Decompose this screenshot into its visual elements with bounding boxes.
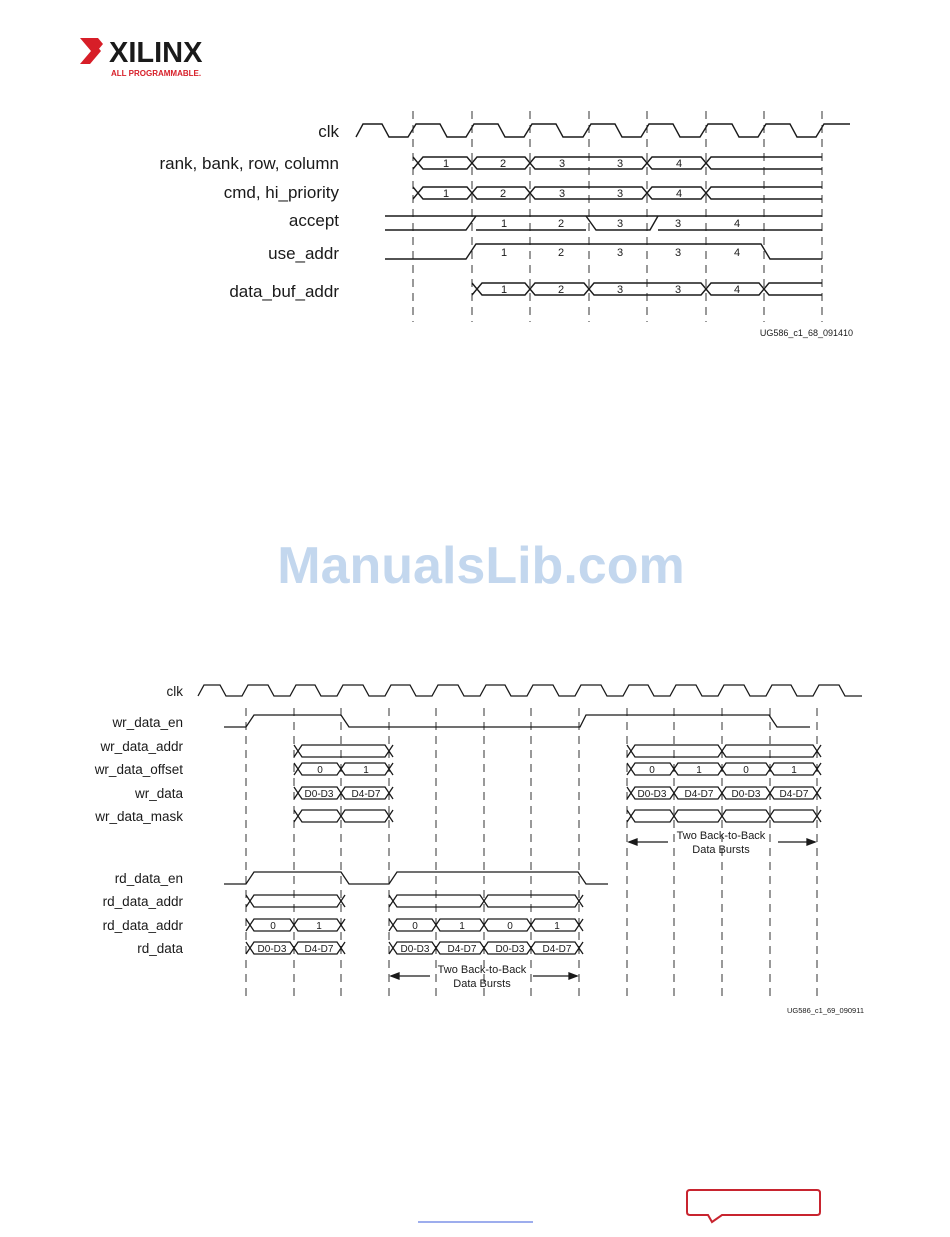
xilinx-logo — [80, 37, 203, 78]
bus-value: 0 — [649, 765, 655, 776]
bus-value: 2 — [499, 188, 507, 200]
bus-value: 1 — [500, 218, 508, 230]
bus-value: 4 — [733, 218, 741, 230]
bus-value: 3 — [558, 188, 566, 200]
bus-value: 1 — [363, 765, 369, 776]
signal-label-rd-data: rd_data — [137, 941, 183, 956]
signal-label-accept: accept — [288, 211, 339, 230]
signal-label-rd-data-en: rd_data_en — [114, 871, 183, 886]
bus-value: 4 — [733, 284, 741, 296]
bus-value: 3 — [558, 158, 566, 170]
signal-label-wr-data-mask: wr_data_mask — [95, 809, 183, 824]
signal-label-rank-bank-row-column: rank, bank, row, column — [159, 154, 339, 173]
bus-value: 3 — [616, 284, 624, 296]
waveform-wr-data-mask — [294, 810, 821, 822]
timing-diagram-2 — [94, 684, 864, 1015]
bus-value: D4-D7 — [304, 944, 334, 955]
bus-value: 2 — [557, 284, 565, 296]
waveform-wr-data-addr — [294, 745, 821, 757]
signal-label-rd-data-addr-2: rd_data_addr — [102, 918, 183, 933]
signal-label-wr-data-offset: wr_data_offset — [94, 762, 183, 777]
waveform-clk — [356, 124, 850, 137]
waveform-wr-data-offset — [294, 763, 821, 775]
bus-value: D4-D7 — [447, 944, 477, 955]
bus-value: 0 — [507, 921, 513, 932]
bus-value: 3 — [616, 158, 624, 170]
bus-value: 1 — [442, 188, 450, 200]
bus-value: D0-D3 — [304, 789, 334, 800]
signal-label-wr-data-addr: wr_data_addr — [100, 739, 183, 754]
annotation-write-line-1: Two Back-to-Back — [676, 830, 766, 842]
signal-label-cmd-hi-priority: cmd, hi_priority — [223, 183, 339, 202]
bus-value: 3 — [616, 247, 624, 259]
annotation-write-line-2: Data Bursts — [692, 844, 750, 856]
bus-value: 2 — [557, 247, 565, 259]
bus-value: 3 — [616, 188, 624, 200]
waveform-clk-2 — [198, 685, 862, 696]
waveform-rd-data-addr — [246, 895, 583, 907]
bus-value: D4-D7 — [779, 789, 809, 800]
timing-diagram-1 — [159, 111, 853, 338]
bus-value: 3 — [674, 284, 682, 296]
bus-value: D4-D7 — [542, 944, 572, 955]
bus-value: 2 — [557, 218, 565, 230]
bus-value: 4 — [675, 158, 683, 170]
bus-value: 2 — [499, 158, 507, 170]
bus-value: 0 — [270, 921, 276, 932]
bus-value: D4-D7 — [351, 789, 381, 800]
bus-value: 1 — [500, 247, 508, 259]
signal-label-wr-data: wr_data — [134, 786, 183, 801]
bus-value: 1 — [791, 765, 797, 776]
bus-value: 1 — [696, 765, 702, 776]
signal-label-clk: clk — [166, 684, 183, 699]
annotation-read-line-1: Two Back-to-Back — [437, 964, 527, 976]
bus-value: 4 — [733, 247, 741, 259]
logo-text: XILINX — [109, 37, 203, 69]
bus-value: 3 — [616, 218, 624, 230]
signal-label-use-addr: use_addr — [268, 244, 339, 263]
bus-value: 0 — [743, 765, 749, 776]
bus-value: 4 — [675, 188, 683, 200]
bus-value: D0-D3 — [731, 789, 761, 800]
annotation-read-line-2: Data Bursts — [453, 978, 511, 990]
signal-label-wr-data-en: wr_data_en — [112, 715, 183, 730]
waveform-rd-data-en — [224, 872, 608, 884]
bus-value: D0-D3 — [495, 944, 525, 955]
waveform-use-addr — [385, 244, 822, 259]
bus-value: D0-D3 — [257, 944, 287, 955]
signal-label-clk: clk — [318, 122, 339, 141]
bus-value: 0 — [412, 921, 418, 932]
watermark: ManualsLib.com — [277, 537, 685, 595]
bus-value: D0-D3 — [400, 944, 430, 955]
bus-value: 3 — [674, 247, 682, 259]
bus-value: 0 — [317, 765, 323, 776]
bus-value: 1 — [442, 158, 450, 170]
signal-label-rd-data-addr: rd_data_addr — [102, 894, 183, 909]
signal-label-data-buf-addr: data_buf_addr — [229, 282, 339, 301]
logo-tagline: ALL PROGRAMMABLE. — [111, 69, 202, 78]
figure-id-2: UG586_c1_69_090911 — [786, 1006, 864, 1015]
bus-value: D4-D7 — [684, 789, 714, 800]
bus-value: 1 — [554, 921, 560, 932]
bus-value: 1 — [459, 921, 465, 932]
bus-value: 1 — [500, 284, 508, 296]
bus-value: 3 — [674, 218, 682, 230]
bus-value: D0-D3 — [637, 789, 667, 800]
bus-value: 1 — [316, 921, 322, 932]
figure-id-1: UG586_c1_68_091410 — [759, 328, 853, 338]
waveform-accept — [385, 216, 476, 230]
feedback-button[interactable] — [687, 1190, 820, 1222]
